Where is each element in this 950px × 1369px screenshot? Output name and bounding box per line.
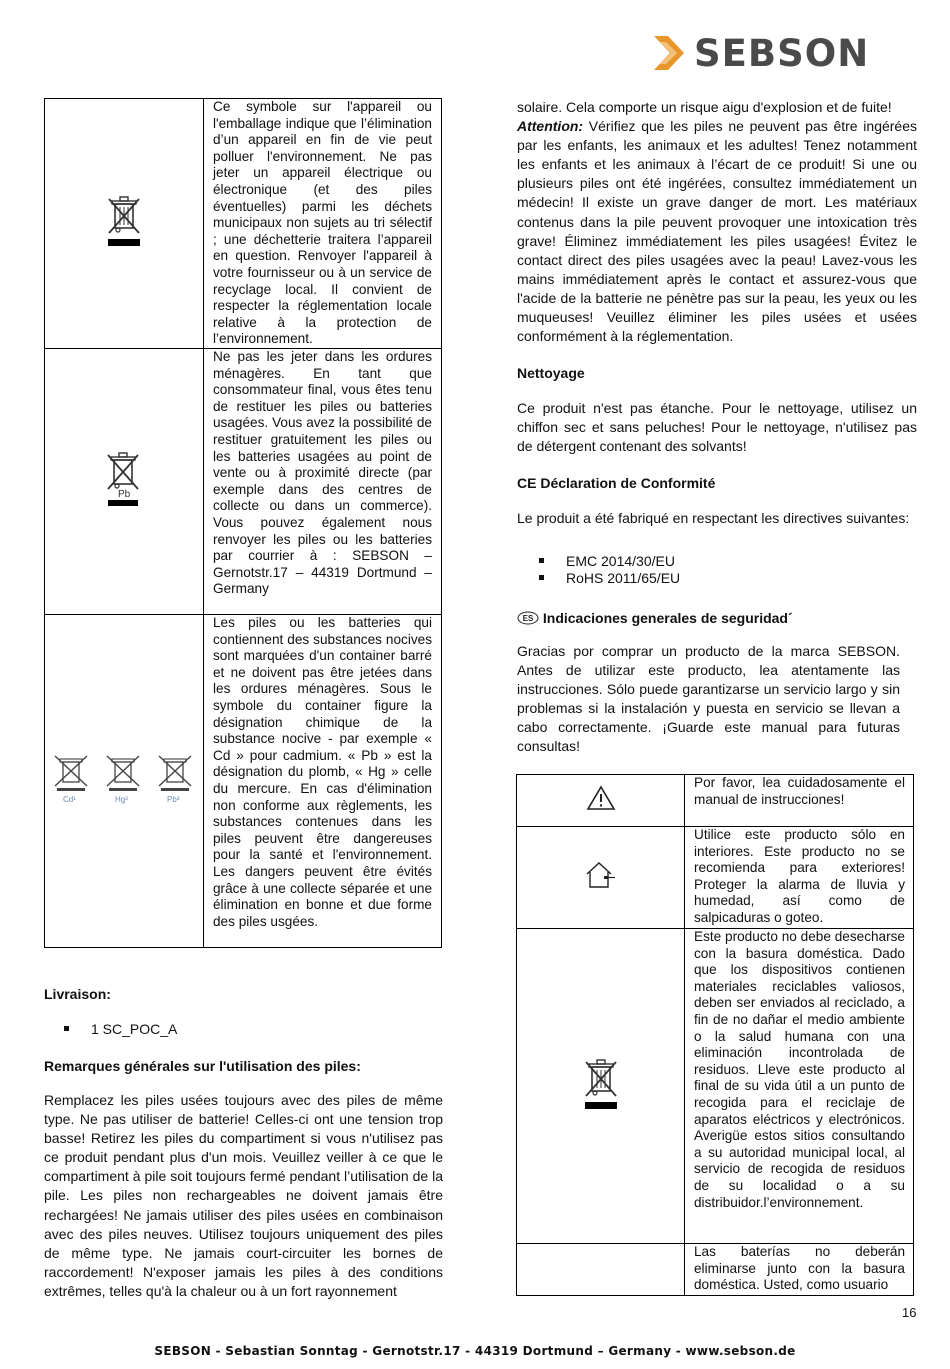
brand-name: SEBSON <box>694 32 870 75</box>
symbol-description: Por favor, lea cuidadosamente el manual de instrucciones! <box>694 775 905 807</box>
chem-label: Cd¹ <box>63 794 76 804</box>
chem-label: Hg² <box>115 794 128 804</box>
symbol-description: Ne pas les jeter dans les ordures ménagères. En tant que consommateur final, vous êtes tenu de restituer les piles ou batteries usagées. Vous avez la possibilité de restituer gratuitement les piles ou les batteries usagées au point de vente ou à proximité directe (par exemple dans des centres de collecte ou dans un commerce). Vous pouvez également nous renvoyer les piles ou les batteries par courrier à : SEBSON – Gernotstr.17 – 44319 Dortmund – Germany <box>213 349 432 597</box>
bullet-icon <box>539 558 544 563</box>
spanish-symbol-table <box>516 774 914 1296</box>
cleaning-paragraph: Ce produit n'est pas étanche. Pour le nettoyage, utilisez un chiffon sec et sans peluches! Pour le nettoyage, n'utilisez pas de détergent contenant des solvants! <box>517 400 917 455</box>
symbol-description: Las baterías no deberán eliminarse junto con la basura doméstica. Usted, como usuario <box>694 1244 905 1293</box>
pb-label: Pb <box>118 489 131 500</box>
battery-paragraph: Remplacez les piles usées toujours avec des piles de même type. Ne pas utiliser de batterie! Celles-ci ont une tension trop basse! Retirez les piles du compartiment si vous n'utilisez pas ce produit pendant plus d'un mois. Veuillez veiller à ce que le compartiment à pile soit toujours fermé pendant l’utilisation de la pile. Les piles non rechargeables ne doivent jamais être rechargées! Ne jamais utiliser des piles usées en combinaison avec des piles neuves. Utilisez toujours uniquement des piles de même type. Ne jamais court-circuiter les bornes de raccordement! N'exposer jamais les piles à des conditions extrêmes, telles qu'à la chaleur ou à un fort rayonnement <box>44 1092 443 1299</box>
warning-triangle-icon <box>586 785 616 811</box>
bullet-icon <box>539 575 544 580</box>
symbol-cell <box>45 349 204 615</box>
es-heading: ES Indicaciones generales de seguridad´ <box>517 610 793 626</box>
page-number: 16 <box>902 1305 917 1320</box>
es-language-badge-icon <box>517 611 539 625</box>
symbol-cell <box>517 1244 685 1296</box>
delivery-item: 1 SC_POC_A <box>91 1021 177 1037</box>
symbol-description: Les piles ou les batteries qui contiennent des substances nocives sont marquées d'un container barré et ne doivent pas être jetées dans les ordures ménagères. Sous le symbole du container figure la désignation chimique de la substance nocive - par exemple « Cd » pour cadmium. « Pb » est la désignation du plomb, « Hg » celle du mercure. En cas d'élimination non conforme aux règlements, les substances contenues dans les piles peuvent être dangereuses pour la santé et l'environnement. Les dangers peuvent être évités grâce à une collecte séparée et une élimination en bonne et due forme des piles usgées. <box>213 615 432 929</box>
disposal-symbol-table <box>44 98 442 948</box>
crossed-bin-pb-icon <box>104 451 144 507</box>
chevron-logo-icon <box>650 34 690 72</box>
symbol-cell <box>45 615 204 948</box>
ce-item: RoHS 2011/65/EU <box>566 570 680 586</box>
delivery-heading: Livraison: <box>44 986 111 1002</box>
es-intro: Gracias por comprar un producto de la marca SEBSON. Antes de utilizar este producto, lea atentamente las instrucciones. Sólo puede garantizarse un servicio largo y sin problemas si la instalación y puesta en servicio se llevan a cabo correctamente. ¡Guarde este manual para futuras consultas! <box>517 643 900 755</box>
ce-intro: Le produit a été fabriqué en respectant les directives suivantes: <box>517 510 910 526</box>
symbol-description: Este producto no debe desecharse con la basura doméstica. Dado que los dispositivos contienen materiales reciclables valiosos, deben ser enviados al reciclado, a fin de no dañar el medio ambiente o la salud humana con una eliminación incontrolada de residuos. Lleve este producto al final de su vida útil a un punto de recogida para el reciclaje de aparatos eléctricos y electrónicos. Averigüe estos sitios consultando a su autoridad municipal local, al servicio de recogida de residuos de su localidad o a su distribuidor.l’environnement. <box>694 929 905 1210</box>
ce-item: EMC 2014/30/EU <box>566 553 675 569</box>
crossed-bin-icon <box>107 195 141 247</box>
symbol-cell <box>517 775 685 827</box>
attention-label: Attention: <box>517 118 584 135</box>
sebson-logo <box>650 32 870 75</box>
symbol-cell <box>517 827 685 929</box>
ce-heading: CE Déclaration de Conformité <box>517 475 716 491</box>
es-badge-label: ES <box>522 614 534 623</box>
bullet-icon <box>64 1026 69 1031</box>
battery-paragraph-continued: solaire. Cela comporte un risque aigu d'explosion et de fuite! Attention: Vérifiez que les piles ne peuvent pas être ingérées par les enfants, les animaux et les adultes! Tenez notamment les enfants et les animaux à l’écart de ce produit! Si une ou plusieurs piles ont été ingérées, consultez immédiatement un médecin! Il existe un grave danger de mort. Les matériaux contenus dans la pile peuvent provoquer une intoxication très grave! Éliminez immédiatement les piles usagées! Évitez le contact direct des piles usagées avec la peau! Lavez-vous les mains immédiatement après le contact et assurez-vous que l'acide de la batterie ne pénètre pas sur la peau, les yeux ou les muqueuses! Veuillez éliminer les piles usées et usées conformément à la réglementation. <box>517 99 917 345</box>
symbol-cell <box>45 99 204 349</box>
symbol-description: Ce symbole sur l'appareil ou l'emballage indique que l’élimination d’un appareil en fin de vie peut polluer l'environnement. Ne pas jeter un appareil électrique ou électronique (et des piles éventuelles) parmi les déchets municipaux non sujets au tri sélectif ; une déchetterie traitera l’appareil en question. Renvoyer l'appareil à votre fournisseur ou à un service de recyclage local. Il convient de respecter la réglementation locale relative à la protection de l’environnement. <box>213 99 432 347</box>
symbol-description: Utilice este producto sólo en interiores. Este producto no se recomienda para exteriores! Proteger la alarma de lluvia y humedad, así como de salpicaduras o goteo. <box>694 827 905 925</box>
page-footer: SEBSON - Sebastian Sonntag - Gernotstr.17 - 44319 Dortmund – Germany - www.sebson.de <box>154 1344 796 1358</box>
crossed-bins-chemicals-icon <box>49 754 199 804</box>
indoor-house-icon <box>584 861 618 889</box>
symbol-cell <box>517 929 685 1244</box>
chem-label: Pb³ <box>167 794 180 804</box>
crossed-bin-icon <box>584 1058 618 1110</box>
battery-heading: Remarques générales sur l'utilisation des piles: <box>44 1058 361 1074</box>
cleaning-heading: Nettoyage <box>517 365 585 381</box>
